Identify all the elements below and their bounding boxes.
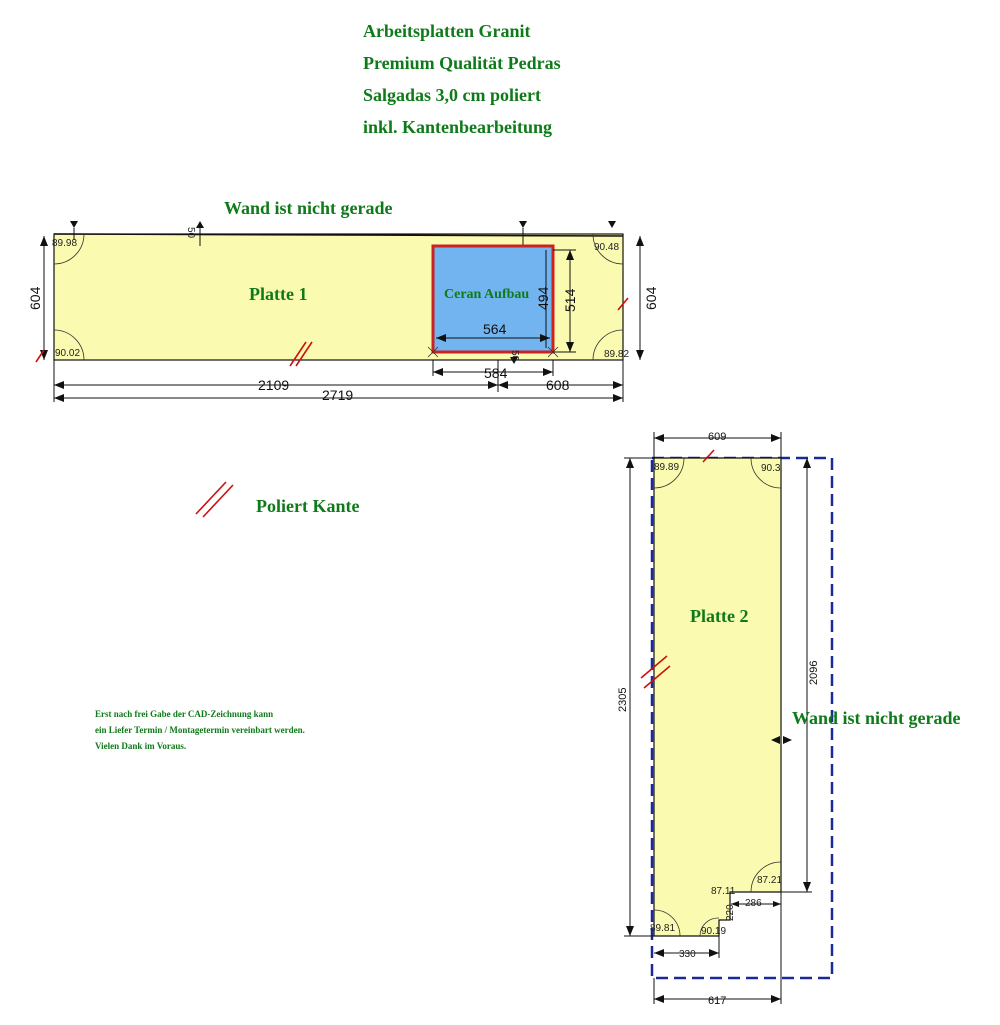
plate-2 xyxy=(617,431,961,1007)
p2-angle-top-left: 89.89 xyxy=(654,462,680,473)
p2-notch-width-dim: 330 xyxy=(679,949,696,960)
header xyxy=(363,21,561,137)
height-right-dim: 604 xyxy=(643,286,659,310)
top-offset-value: 50 xyxy=(185,227,196,239)
notice-line-2: ein Liefer Termin / Montagetermin vereinbart werden. xyxy=(95,725,305,735)
plate-1-bottom-dims xyxy=(54,360,623,403)
p2-angle-notch-top-left: 87.11 xyxy=(711,886,736,897)
notice xyxy=(95,709,305,751)
polished-edge-label: Poliert Kante xyxy=(256,496,360,516)
plate-2-label: Platte 2 xyxy=(690,606,749,626)
angle-bottom-left: 90.02 xyxy=(55,348,81,359)
header-line-2: Premium Qualität Pedras xyxy=(363,53,561,73)
cutout-span-dim: 584 xyxy=(484,365,508,381)
notice-line-1: Erst nach frei Gabe der CAD-Zeichnung kann xyxy=(95,709,274,719)
right-length-dim: 608 xyxy=(546,377,570,393)
plate-2-wall-note: Wand ist nicht gerade xyxy=(792,708,961,728)
cutout-outer-height-dim: 514 xyxy=(562,288,578,312)
p2-notch-right-dim: 286 xyxy=(745,898,762,909)
p2-left-height-dim: 2305 xyxy=(617,687,629,712)
p2-angle-bottom-right: 90.19 xyxy=(701,926,727,937)
legend xyxy=(196,482,359,517)
header-line-1: Arbeitsplatten Granit xyxy=(363,21,531,41)
left-length-dim: 2109 xyxy=(258,377,290,393)
plate-1-label: Platte 1 xyxy=(249,284,308,304)
header-line-4: inkl. Kantenbearbeitung xyxy=(363,117,553,137)
angle-top-left: 89.98 xyxy=(52,238,78,249)
angle-top-right: 90.48 xyxy=(594,242,620,253)
p2-notch-height-dim: 220 xyxy=(725,904,736,921)
cutout-width-dim: 564 xyxy=(483,321,507,337)
cooktop-label: Ceran Aufbau xyxy=(444,287,530,302)
height-left-dim: 604 xyxy=(27,286,43,310)
notice-line-3: Vielen Dank im Voraus. xyxy=(95,741,187,751)
plate-2-slab xyxy=(654,458,781,936)
p2-angle-bottom-left: 89.81 xyxy=(650,923,676,934)
header-line-3: Salgadas 3,0 cm poliert xyxy=(363,85,541,105)
p2-top-width-dim: 609 xyxy=(708,431,727,443)
p2-right-height-dim: 2096 xyxy=(808,660,820,685)
plate-1-wall-note: Wand ist nicht gerade xyxy=(224,198,393,218)
angle-bottom-right: 89.82 xyxy=(604,349,630,360)
p2-angle-top-right: 90.3 xyxy=(761,463,781,474)
plate-1 xyxy=(27,198,659,403)
cutout-height-dim: 494 xyxy=(535,286,551,310)
cutout-bottom-offset: 50 xyxy=(509,350,520,362)
p2-bottom-width-dim: 617 xyxy=(708,995,727,1007)
total-length-dim: 2719 xyxy=(322,387,354,403)
p2-angle-notch-right: 87.21 xyxy=(757,875,783,886)
